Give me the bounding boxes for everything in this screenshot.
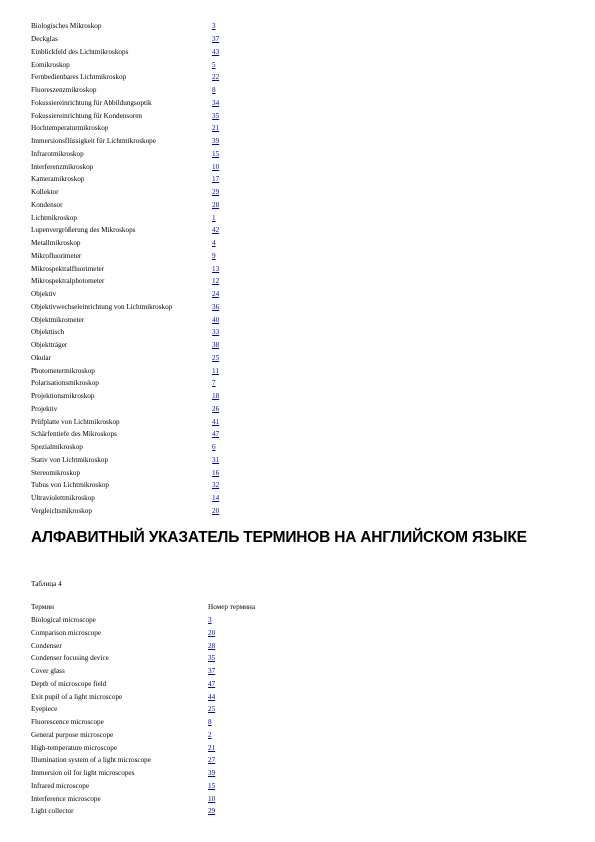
table-row <box>31 46 219 59</box>
term-number-link[interactable]: 39 <box>208 769 216 778</box>
term-label: Infrared microscope <box>31 781 90 790</box>
table-row <box>31 441 219 454</box>
term-label: Interferenzmikroskop <box>31 162 94 171</box>
column-header-number: Номер термина <box>208 603 256 612</box>
term-number-link[interactable]: 21 <box>208 743 216 752</box>
term-label: Depth of microscope field <box>31 679 107 688</box>
term-number-link[interactable]: 3 <box>208 616 212 625</box>
term-label: Light collector <box>31 807 74 816</box>
term-number-link[interactable]: 11 <box>212 366 219 375</box>
table-row <box>31 173 219 186</box>
term-label: Schärfentiefe des Mikroskops <box>31 430 117 439</box>
table-row <box>31 716 255 729</box>
term-number-link[interactable]: 10 <box>212 162 220 171</box>
term-number-link[interactable]: 22 <box>212 73 220 82</box>
term-number-link[interactable]: 40 <box>212 315 220 324</box>
term-label: Fokussiereinrichtung für Kondensoren <box>31 111 142 120</box>
section-heading: АЛФАВИТНЫЙ УКАЗАТЕЛЬ ТЕРМИНОВ НА АНГЛИЙСКОМ ЯЗЫКЕ <box>31 529 527 546</box>
table-row <box>31 262 219 275</box>
term-number-link[interactable]: 17 <box>212 175 220 184</box>
term-label: Cover glass <box>31 667 65 676</box>
term-label: Prüfplatte von Lichtmikroskop <box>31 417 120 426</box>
term-label: General purpose microscope <box>31 730 114 739</box>
table-row <box>31 199 219 212</box>
term-label: Fluoreszenzmikroskop <box>31 86 97 95</box>
term-label: Lupenvergrößerung des Mikroskops <box>31 226 136 235</box>
table-row <box>31 454 219 467</box>
term-number-link[interactable]: 44 <box>208 692 216 701</box>
table-row <box>31 805 255 818</box>
term-label: Tubus von Lichtmikroskop <box>31 481 110 490</box>
term-label: Polarisationsmikroskop <box>31 379 99 388</box>
table-row <box>31 492 219 505</box>
table-row <box>31 364 219 377</box>
term-number-link[interactable]: 25 <box>208 705 216 714</box>
term-number-link[interactable]: 20 <box>208 628 216 637</box>
table-row <box>31 313 219 326</box>
term-number-link[interactable]: 29 <box>212 188 220 197</box>
term-number-link[interactable]: 4 <box>212 239 216 248</box>
english-term-table <box>31 601 255 818</box>
term-label: Stativ von Lichtmikroskop <box>31 455 109 464</box>
term-number-link[interactable]: 35 <box>208 654 216 663</box>
term-label: Spezialmikroskop <box>31 443 83 452</box>
term-label: Fokussiereinrichtung für Abbildungsoptik <box>31 98 152 107</box>
table-row <box>31 33 219 46</box>
table-row <box>31 339 219 352</box>
term-number-link[interactable]: 43 <box>212 47 220 56</box>
term-label: Objektiv <box>31 290 57 299</box>
table-row <box>31 288 219 301</box>
table-row <box>31 466 219 479</box>
term-number-link[interactable]: 13 <box>212 264 220 273</box>
table-row <box>31 614 255 627</box>
table-row <box>31 84 219 97</box>
table-row <box>31 652 255 665</box>
table-row <box>31 377 219 390</box>
term-number-link[interactable]: 34 <box>212 98 220 107</box>
term-number-link[interactable]: 27 <box>208 756 216 765</box>
term-label: Eomikroskop <box>31 60 70 69</box>
term-number-link[interactable]: 47 <box>212 430 220 439</box>
term-number-link[interactable]: 36 <box>212 302 220 311</box>
term-number-link[interactable]: 1 <box>212 213 216 222</box>
term-label: Ultraviolettmikroskop <box>31 494 95 503</box>
term-number-link[interactable]: 42 <box>212 226 220 235</box>
table-row <box>31 703 255 716</box>
term-number-link[interactable]: 12 <box>212 277 220 286</box>
table-caption: Таблица 4 <box>31 580 62 588</box>
table-row <box>31 780 255 793</box>
term-number-link[interactable]: 18 <box>212 392 220 401</box>
table-row <box>31 403 219 416</box>
term-label: Eyepiece <box>31 705 58 714</box>
table-row <box>31 415 219 428</box>
term-label: Photometermikroskop <box>31 366 95 375</box>
term-label: Illumination system of a light microscope <box>31 756 151 765</box>
term-number-link[interactable]: 25 <box>212 353 220 362</box>
term-number-link[interactable]: 10 <box>208 794 216 803</box>
table-row <box>31 665 255 678</box>
term-label: Interference microscope <box>31 794 101 803</box>
term-number-link[interactable]: 37 <box>208 667 216 676</box>
table-row <box>31 627 255 640</box>
term-label: Biologisches Mikroskop <box>31 22 102 31</box>
term-number-link[interactable]: 3 <box>212 22 216 31</box>
term-number-link[interactable]: 31 <box>212 455 220 464</box>
term-number-link[interactable]: 21 <box>212 124 220 133</box>
table-row <box>31 729 255 742</box>
term-label: Condenser <box>31 641 62 650</box>
table-row <box>31 58 219 71</box>
term-number-link[interactable]: 32 <box>212 481 220 490</box>
term-number-link[interactable]: 28 <box>208 641 216 650</box>
term-number-link[interactable]: 26 <box>212 404 220 413</box>
term-number-link[interactable]: 38 <box>212 341 220 350</box>
table-row <box>31 148 219 161</box>
term-number-link[interactable]: 41 <box>212 417 220 426</box>
term-label: Immersion oil for light microscopes <box>31 769 135 778</box>
term-label: Mikrospektralphotometer <box>31 277 105 286</box>
term-label: Objektmikrometer <box>31 315 85 324</box>
term-label: Objekttisch <box>31 328 65 337</box>
term-label: Fluorescence microscope <box>31 718 104 727</box>
term-number-link[interactable]: 9 <box>212 251 216 260</box>
term-label: Exit pupil of a light microscope <box>31 692 123 701</box>
term-number-link[interactable]: 24 <box>212 290 220 299</box>
term-label: Deckglas <box>31 35 58 44</box>
table-row <box>31 390 219 403</box>
table-row <box>31 754 255 767</box>
term-number-link[interactable]: 15 <box>212 149 220 158</box>
table-row <box>31 639 255 652</box>
table-row <box>31 678 255 691</box>
term-label: Kameramikroskop <box>31 175 85 184</box>
term-label: Objektivwechseleinrichtung von Lichtmikroskop <box>31 302 173 311</box>
table-row <box>31 71 219 84</box>
term-label: Infrarotmikroskop <box>31 149 84 158</box>
table-row <box>31 122 219 135</box>
table-row <box>31 135 219 148</box>
term-label: Comparison microscope <box>31 628 102 637</box>
table-row <box>31 792 255 805</box>
term-number-link[interactable]: 20 <box>212 506 220 515</box>
term-number-link[interactable]: 5 <box>212 60 216 69</box>
term-label: Mikrospektralfluorimeter <box>31 264 105 273</box>
term-label: Projektionsmikroskop <box>31 392 95 401</box>
table-row <box>31 186 219 199</box>
term-label: Kondensor <box>31 200 63 209</box>
table-row <box>31 479 219 492</box>
term-number-link[interactable]: 2 <box>208 730 212 739</box>
table-row <box>31 326 219 339</box>
table-row <box>31 505 219 518</box>
term-number-link[interactable]: 39 <box>212 137 220 146</box>
table-row <box>31 109 219 122</box>
term-number-link[interactable]: 47 <box>208 679 216 688</box>
term-number-link[interactable]: 28 <box>212 200 220 209</box>
term-label: Kollektor <box>31 188 59 197</box>
table-row <box>31 237 219 250</box>
table-row <box>31 20 219 33</box>
term-label: Objektträger <box>31 341 68 350</box>
term-label: Fernbedienbares Lichtmikroskop <box>31 73 127 82</box>
term-number-link[interactable]: 14 <box>212 494 220 503</box>
table-row <box>31 250 219 263</box>
column-header-term: Термин <box>31 603 55 612</box>
term-label: Condenser focusing device <box>31 654 109 663</box>
term-label: Lichtmikroskop <box>31 213 77 222</box>
table-row <box>31 275 219 288</box>
term-number-link[interactable]: 8 <box>208 718 212 727</box>
table-row <box>31 160 219 173</box>
term-label: Mikrofluorimeter <box>31 251 82 260</box>
table-row <box>31 428 219 441</box>
term-number-link[interactable]: 15 <box>208 781 216 790</box>
term-number-link[interactable]: 16 <box>212 468 220 477</box>
term-label: Projektiv <box>31 404 58 413</box>
table-header-row <box>31 601 255 614</box>
table-row <box>31 301 219 314</box>
table-row <box>31 690 255 703</box>
table-row <box>31 767 255 780</box>
table-row <box>31 211 219 224</box>
term-number-link[interactable]: 35 <box>212 111 220 120</box>
term-number-link[interactable]: 37 <box>212 35 220 44</box>
german-term-index <box>31 20 219 517</box>
term-number-link[interactable]: 29 <box>208 807 216 816</box>
term-number-link[interactable]: 6 <box>212 443 216 452</box>
table-row <box>31 741 255 754</box>
term-label: Einblickfeld des Lichtmikroskops <box>31 47 129 56</box>
term-label: Metallmikroskop <box>31 239 81 248</box>
term-label: Immersionsflüssigkeit für Lichtmikroskope <box>31 137 156 146</box>
term-label: Biological microscope <box>31 616 96 625</box>
term-number-link[interactable]: 8 <box>212 86 216 95</box>
term-number-link[interactable]: 33 <box>212 328 220 337</box>
term-label: High-temperature microscope <box>31 743 118 752</box>
table-row <box>31 97 219 110</box>
term-label: Stereomikroskop <box>31 468 81 477</box>
term-label: Vergleichsmikroskop <box>31 506 92 515</box>
term-number-link[interactable]: 7 <box>212 379 216 388</box>
table-row <box>31 224 219 237</box>
table-row <box>31 352 219 365</box>
term-label: Hochtemperaturmikroskop <box>31 124 109 133</box>
term-label: Okular <box>31 353 51 362</box>
